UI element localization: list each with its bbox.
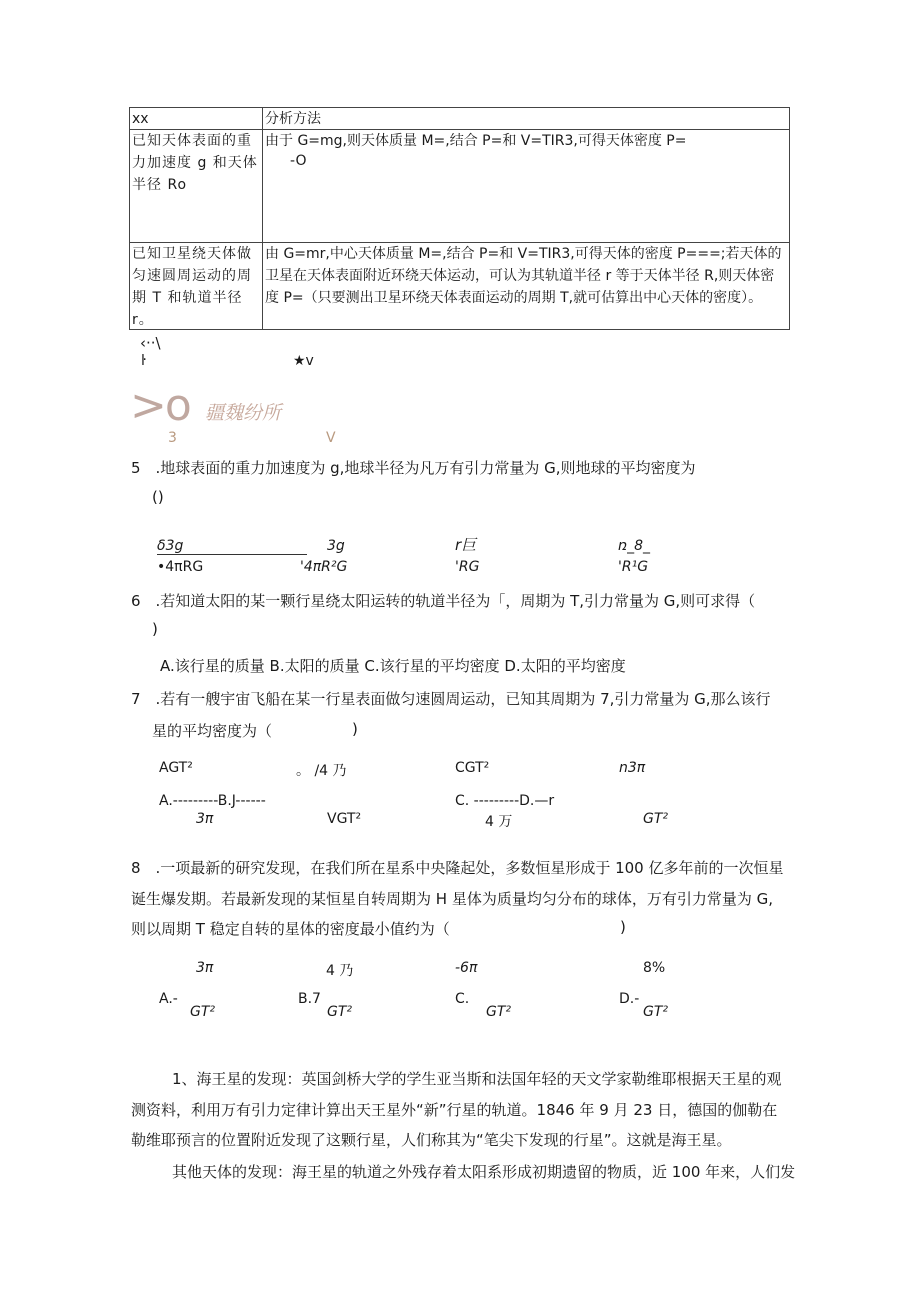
q8-option-label-a: A.- (159, 991, 178, 1007)
q7-option-label-row: C. ---------D.—r (455, 793, 555, 809)
q7-option-numerator: 。 /4 乃 (296, 763, 347, 779)
question-7-paren: ) (352, 720, 358, 738)
table-row1-condition: 已知天体表面的重力加速度 g 和天体半径 Ro (132, 133, 258, 193)
q5-option-c-denominator: 'RG (455, 559, 480, 575)
q7-option-denominator: VGT² (327, 811, 362, 827)
question-8-text-line3: 则以周期 T 稳定自转的星体的密度最小值约为（ (131, 920, 450, 938)
table-row1-method-line1: 由于 G=mg,则天体质量 M=,结合 P=和 V=TIR3,可得天体密度 P= (265, 133, 687, 149)
table-header-right: 分析方法 (265, 111, 321, 127)
watermark-logo: >o (130, 380, 190, 431)
q7-option-denominator: 4 万 (485, 814, 513, 830)
stray-mark: 3 (168, 430, 177, 446)
question-5-text: 5 .地球表面的重力加速度为 g,地球半径为凡万有引力常量为 G,则地球的平均密度为 (131, 459, 696, 477)
paragraph-neptune-line1: 1、海王星的发现：英国剑桥大学的学生亚当斯和法国年轻的天文学家勒维耶根据天王星的观 (172, 1070, 782, 1088)
q7-option-numerator: CGT² (455, 760, 490, 776)
q5-option-d-denominator: 'R¹G (618, 559, 649, 575)
question-8-text: 8 .一项最新的研究发现，在我们所在星系中央隆起处，多数恒星形成于 100 亿多年前的一次恒星 (131, 859, 784, 877)
q8-option-denominator: GT² (486, 1004, 512, 1020)
question-7-text: 7 .若有一艘宇宙飞船在某一行星表面做匀速圆周运动，已知其周期为 7,引力常量为 G,那么该行 (131, 690, 771, 708)
stray-mark: ŀ (141, 353, 146, 369)
q8-option-denominator: GT² (643, 1004, 669, 1020)
watermark-text: 疆魏纷所 (205, 402, 282, 424)
question-8-paren: ) (620, 918, 626, 936)
q8-option-numerator: 3π (196, 960, 214, 976)
q5-option-b-numerator: 3g (327, 538, 345, 554)
q8-option-numerator: 8% (643, 960, 666, 976)
table-row2-condition: 已知卫星绕天体做匀速圆周运动的周期 T 和轨道半径 r。 (132, 246, 252, 328)
q8-option-denominator: GT² (327, 1004, 353, 1020)
table-row2-method: 由 G=mr,中心天体质量 M=,结合 P=和 V=TIR3,可得天体的密度 P===;若天体的卫星在天体表面附近环绕天体运动，可认为其轨道半径 r 等于天体半径 R,则天体密度 P=（只要测出卫星环绕天体表面运动的周期 T,就可估算出中心天体的密度）。 (265, 246, 782, 306)
analysis-table (129, 107, 790, 330)
q5-option-a-denominator: •4πRG (157, 559, 204, 575)
question-5-paren: () (152, 488, 164, 506)
table-column-divider (262, 108, 263, 329)
paragraph-other-line1: 其他天体的发现：海王星的轨道之外残存着太阳系形成初期遗留的物质，近 100 年来，人们发 (172, 1163, 796, 1181)
question-6-paren: ) (152, 620, 158, 638)
q5-option-c-numerator: r巨 (455, 536, 477, 554)
q7-option-denominator: GT² (643, 811, 669, 827)
stray-mark: ★v (293, 353, 314, 369)
q8-option-numerator: -6π (455, 960, 478, 976)
question-8-text-line2: 诞生爆发期。若最新发现的某恒星自转周期为 H 星体为质量均匀分布的球体，万有引力常量为 G, (131, 890, 773, 908)
q7-option-denominator: 3π (196, 811, 214, 827)
question-6-text: 6 .若知道太阳的某一颗行星绕太阳运转的轨道半径为「，周期为 T,引力常量为 G,则可求得（ (131, 592, 756, 610)
q5-option-d-numerator: ռ_8_ (618, 538, 650, 554)
q7-option-numerator: n3π (619, 760, 646, 776)
q5-option-a-numerator: δ3g (157, 538, 307, 555)
table-header-left: xx (132, 111, 149, 127)
q8-option-label-d: D.- (619, 991, 640, 1007)
paragraph-neptune-line3: 勒维耶预言的位置附近发现了这颗行星，人们称其为“笔尖下发现的行星”。这就是海王星。 (131, 1131, 732, 1149)
q8-option-numerator: 4 乃 (326, 963, 354, 979)
question-7-text-line2: 星的平均密度为（ (152, 722, 273, 740)
q5-option-b-denominator: '4πR²G (300, 559, 348, 575)
q7-option-numerator: AGT² (159, 760, 193, 776)
stray-mark: ‹··\ (140, 334, 161, 352)
q8-option-label-c: C. (455, 991, 470, 1007)
q7-option-label-row: A.---------B.J------ (159, 793, 266, 809)
table-row1-method-line2: -O (290, 153, 307, 169)
paragraph-neptune-line2: 测资料，利用万有引力定律计算出天王星外“新”行星的轨道。1846 年 9 月 23 日，德国的伽勒在 (131, 1101, 778, 1119)
q8-option-denominator: GT² (190, 1004, 216, 1020)
stray-mark: V (326, 430, 336, 446)
question-6-options: A.该行星的质量 B.太阳的质量 C.该行星的平均密度 D.太阳的平均密度 (160, 657, 626, 675)
q8-option-label-b: B.7 (298, 991, 321, 1007)
